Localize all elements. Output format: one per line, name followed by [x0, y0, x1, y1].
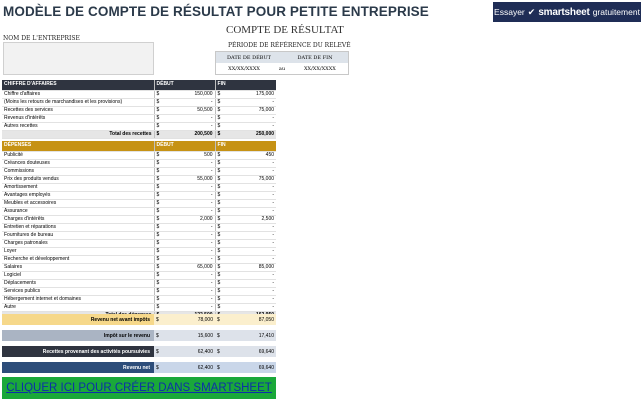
expense-row-end[interactable]: -: [223, 159, 276, 167]
currency-symbol: $: [215, 223, 223, 231]
currency-symbol: $: [156, 316, 159, 323]
expense-row-label: Hébergement internet et domaines: [2, 295, 154, 303]
revenue-row-end[interactable]: -: [223, 114, 276, 122]
revenue-row-end[interactable]: -: [223, 98, 276, 106]
revenue-row-start[interactable]: -: [162, 122, 215, 130]
continuing-ops-row: [2, 346, 276, 357]
revenue-row: [2, 106, 276, 114]
company-name-label: NOM DE L'ENTREPRISE: [3, 35, 80, 42]
expense-row-end[interactable]: -: [223, 223, 276, 231]
revenue-row-end[interactable]: 75,000: [223, 106, 276, 114]
currency-symbol: $: [154, 287, 162, 295]
expense-row: [2, 223, 276, 231]
currency-symbol: $: [215, 199, 223, 207]
currency-symbol: $: [154, 167, 162, 175]
start-date-field[interactable]: XX/XX/XXXX: [228, 66, 260, 72]
expense-row-start[interactable]: -: [162, 207, 215, 215]
expense-row-label: Charges patronales: [2, 239, 154, 247]
expense-row-start[interactable]: 65,000: [162, 263, 215, 271]
expense-row: [2, 295, 276, 303]
expense-row-end[interactable]: 2,500: [223, 215, 276, 223]
period-label: PÉRIODE DE RÉFÉRENCE DU RELEVÉ: [228, 42, 351, 49]
net-income-label: Revenu net: [2, 362, 154, 373]
currency-symbol: $: [215, 106, 223, 114]
continuing-ops-end[interactable]: [215, 346, 276, 357]
revenue-table: [2, 80, 276, 139]
revenue-row-end[interactable]: 175,000: [223, 90, 276, 98]
value: 87,050: [258, 316, 274, 323]
expense-row: [2, 279, 276, 287]
expense-row: [2, 231, 276, 239]
revenue-row-label: (Moins les retours de marchandises et les provisions): [2, 98, 154, 106]
expense-row: [2, 175, 276, 183]
currency-symbol: $: [154, 159, 162, 167]
expense-row: [2, 215, 276, 223]
currency-symbol: $: [154, 90, 162, 98]
expense-row-start[interactable]: -: [162, 295, 215, 303]
value: 62,400: [197, 364, 213, 371]
expense-row-end[interactable]: -: [223, 199, 276, 207]
revenue-row-start[interactable]: 150,000: [162, 90, 215, 98]
currency-symbol: $: [215, 90, 223, 98]
currency-symbol: $: [215, 215, 223, 223]
currency-symbol: $: [215, 114, 223, 122]
start-date-header: DATE DE DÉBUT: [226, 54, 272, 61]
expense-row: [2, 239, 276, 247]
expenses-header-start: DÉBUT: [154, 141, 215, 151]
try-smartsheet-banner[interactable]: [493, 2, 641, 22]
expense-row-start[interactable]: 2,000: [162, 215, 215, 223]
expense-row-label: Recherche et développement: [2, 255, 154, 263]
expense-row-label: Commissions: [2, 167, 154, 175]
currency-symbol: $: [215, 183, 223, 191]
expense-row-end[interactable]: 85,000: [223, 263, 276, 271]
expense-row-label: Fournitures de bureau: [2, 231, 154, 239]
expense-row: [2, 247, 276, 255]
revenue-row-start[interactable]: 50,500: [162, 106, 215, 114]
revenue-row-label: Recettes des services: [2, 106, 154, 114]
expense-row: [2, 255, 276, 263]
page-title: MODÈLE DE COMPTE DE RÉSULTAT POUR PETITE ENTREPRISE: [3, 4, 429, 19]
currency-symbol: $: [154, 223, 162, 231]
currency-symbol: $: [154, 247, 162, 255]
pretax-income-start[interactable]: [154, 314, 215, 325]
revenue-row-label: Autres recettes: [2, 122, 154, 130]
expense-row-end[interactable]: -: [223, 247, 276, 255]
currency-symbol: $: [154, 279, 162, 287]
expense-row-label: Assurance: [2, 207, 154, 215]
income-tax-end[interactable]: [215, 330, 276, 341]
net-income-row: [2, 362, 276, 373]
net-income-end[interactable]: [215, 362, 276, 373]
expense-row-start[interactable]: -: [162, 183, 215, 191]
expense-row: [2, 183, 276, 191]
expense-row-label: Créances douteuses: [2, 159, 154, 167]
income-tax-start[interactable]: [154, 330, 215, 341]
currency-symbol: $: [217, 316, 220, 323]
currency-symbol: $: [215, 287, 223, 295]
expense-row-start[interactable]: -: [162, 279, 215, 287]
currency-symbol: $: [215, 122, 223, 130]
revenue-header-row: [2, 80, 276, 90]
expenses-table: [2, 141, 276, 320]
expense-row: [2, 207, 276, 215]
currency-symbol: $: [154, 215, 162, 223]
expense-row-start[interactable]: -: [162, 167, 215, 175]
currency-symbol: $: [154, 303, 162, 311]
expense-row: [2, 287, 276, 295]
currency-symbol: $: [154, 239, 162, 247]
currency-symbol: $: [215, 239, 223, 247]
currency-symbol: $: [154, 106, 162, 114]
currency-symbol: $: [154, 255, 162, 263]
revenue-total-label: Total des recettes: [2, 130, 154, 138]
continuing-ops-start[interactable]: [154, 346, 215, 357]
expense-row-end[interactable]: -: [223, 271, 276, 279]
company-name-field[interactable]: [3, 42, 154, 75]
expense-row-start[interactable]: -: [162, 255, 215, 263]
currency-symbol: $: [154, 231, 162, 239]
expense-row: [2, 159, 276, 167]
revenue-row: [2, 114, 276, 122]
expense-row-start[interactable]: -: [162, 287, 215, 295]
currency-symbol: $: [217, 332, 220, 339]
currency-symbol: $: [215, 295, 223, 303]
value: 62,400: [197, 348, 213, 355]
revenue-row-end[interactable]: -: [223, 122, 276, 130]
expenses-header-row: [2, 141, 276, 151]
expense-row: [2, 167, 276, 175]
value: 69,640: [258, 364, 274, 371]
currency-symbol: $: [215, 231, 223, 239]
smartsheet-logo-icon: ✔: [527, 6, 536, 17]
expense-row-end[interactable]: -: [223, 167, 276, 175]
revenue-row-start[interactable]: -: [162, 98, 215, 106]
currency-symbol: $: [154, 207, 162, 215]
expense-row-label: Amortissement: [2, 183, 154, 191]
expense-row-end[interactable]: -: [223, 255, 276, 263]
currency-symbol: $: [154, 191, 162, 199]
value: 69,640: [258, 348, 274, 355]
expense-row-end[interactable]: 75,000: [223, 175, 276, 183]
expenses-header-end: FIN: [215, 141, 276, 151]
expense-row-label: Autre: [2, 303, 154, 311]
income-tax-row: [2, 330, 276, 341]
expense-row-end[interactable]: -: [223, 287, 276, 295]
revenue-row: [2, 98, 276, 106]
expense-row-label: Avantages employés: [2, 191, 154, 199]
expense-row-end[interactable]: -: [223, 295, 276, 303]
period-box: [215, 51, 349, 75]
currency-symbol: $: [215, 247, 223, 255]
revenue-header-end: FIN: [215, 80, 276, 90]
expense-row: [2, 191, 276, 199]
revenue-row-label: Revenus d'intérêts: [2, 114, 154, 122]
pretax-income-end[interactable]: [215, 314, 276, 325]
currency-symbol: $: [215, 130, 223, 138]
revenue-header-label: CHIFFRE D'AFFAIRES: [2, 80, 154, 90]
currency-symbol: $: [215, 98, 223, 106]
expense-row-end[interactable]: -: [223, 303, 276, 311]
revenue-row-label: Chiffre d'affaires: [2, 90, 154, 98]
currency-symbol: $: [154, 295, 162, 303]
currency-symbol: $: [154, 199, 162, 207]
period-header-row: [216, 52, 348, 63]
currency-symbol: $: [215, 279, 223, 287]
expense-row-label: Services publics: [2, 287, 154, 295]
end-date-header: DATE DE FIN: [297, 54, 333, 61]
expenses-header-label: DÉPENSES: [2, 141, 154, 151]
currency-symbol: $: [156, 332, 159, 339]
currency-symbol: $: [154, 114, 162, 122]
expense-row-start[interactable]: -: [162, 231, 215, 239]
expense-row-label: Publicité: [2, 151, 154, 159]
expense-row-label: Déplacements: [2, 279, 154, 287]
expense-row-start[interactable]: -: [162, 199, 215, 207]
expense-row-label: Logiciel: [2, 271, 154, 279]
end-date-field[interactable]: XX/XX/XXXX: [304, 66, 336, 72]
currency-symbol: $: [217, 348, 220, 355]
value: 78,000: [197, 316, 213, 323]
expense-row-start[interactable]: 500: [162, 151, 215, 159]
expense-row-end[interactable]: -: [223, 279, 276, 287]
expense-row: [2, 263, 276, 271]
currency-symbol: $: [217, 364, 220, 371]
expense-row: [2, 303, 276, 311]
revenue-row: [2, 90, 276, 98]
create-in-smartsheet-link[interactable]: CLIQUER ICI POUR CRÉER DANS SMARTSHEET: [2, 377, 276, 399]
currency-symbol: $: [156, 364, 159, 371]
pretax-income-row: [2, 314, 276, 325]
expense-row-label: Prix des produits vendus: [2, 175, 154, 183]
currency-symbol: $: [154, 175, 162, 183]
promo-brand: smartsheet: [538, 6, 590, 18]
revenue-total-row: [2, 130, 276, 138]
value: 15,600: [197, 332, 213, 339]
revenue-header-start: DÉBUT: [154, 80, 215, 90]
statement-title: COMPTE DE RÉSULTAT: [226, 24, 344, 36]
currency-symbol: $: [154, 122, 162, 130]
currency-symbol: $: [156, 348, 159, 355]
revenue-total-end: 250,000: [223, 130, 276, 138]
expense-row-label: Meubles et accessoires: [2, 199, 154, 207]
revenue-row-start[interactable]: -: [162, 114, 215, 122]
promo-suffix: gratuitement: [592, 7, 640, 17]
expense-row-end[interactable]: -: [223, 239, 276, 247]
expense-row-start[interactable]: -: [162, 159, 215, 167]
expense-row-start[interactable]: -: [162, 191, 215, 199]
currency-symbol: $: [215, 159, 223, 167]
continuing-ops-label: Recettes provenant des activités poursuivies: [2, 346, 154, 357]
currency-symbol: $: [215, 303, 223, 311]
expense-row-end[interactable]: -: [223, 231, 276, 239]
expense-row: [2, 271, 276, 279]
currency-symbol: $: [215, 263, 223, 271]
expense-row-start[interactable]: -: [162, 271, 215, 279]
currency-symbol: $: [154, 183, 162, 191]
expense-row-start[interactable]: -: [162, 223, 215, 231]
income-tax-label: Impôt sur le revenu: [2, 330, 154, 341]
expense-row-label: Entretien et réparations: [2, 223, 154, 231]
currency-symbol: $: [215, 207, 223, 215]
expense-row: [2, 199, 276, 207]
currency-symbol: $: [154, 263, 162, 271]
currency-symbol: $: [215, 191, 223, 199]
currency-symbol: $: [215, 255, 223, 263]
expense-row-label: Charges d'intérêts: [2, 215, 154, 223]
expense-row-start[interactable]: -: [162, 247, 215, 255]
value: 17,410: [258, 332, 274, 339]
currency-symbol: $: [215, 167, 223, 175]
net-income-start[interactable]: [154, 362, 215, 373]
expense-row-label: Loyer: [2, 247, 154, 255]
currency-symbol: $: [215, 271, 223, 279]
expense-row-start[interactable]: -: [162, 303, 215, 311]
expense-row: [2, 151, 276, 159]
expense-row-end[interactable]: -: [223, 191, 276, 199]
pretax-income-label: Revenu net avant impôts: [2, 314, 154, 325]
expense-row-end[interactable]: -: [223, 207, 276, 215]
expense-row-label: Salaires: [2, 263, 154, 271]
period-values-row: [216, 63, 348, 75]
currency-symbol: $: [154, 130, 162, 138]
currency-symbol: $: [154, 151, 162, 159]
promo-prefix: Essayer: [494, 7, 525, 17]
currency-symbol: $: [215, 175, 223, 183]
revenue-total-start: 200,500: [162, 130, 215, 138]
expense-row-start[interactable]: -: [162, 239, 215, 247]
period-connector: au: [278, 66, 286, 72]
revenue-row: [2, 122, 276, 130]
expense-row-end[interactable]: 450: [223, 151, 276, 159]
currency-symbol: $: [154, 271, 162, 279]
expense-row-start[interactable]: 55,000: [162, 175, 215, 183]
currency-symbol: $: [154, 98, 162, 106]
currency-symbol: $: [215, 151, 223, 159]
expense-row-end[interactable]: -: [223, 183, 276, 191]
